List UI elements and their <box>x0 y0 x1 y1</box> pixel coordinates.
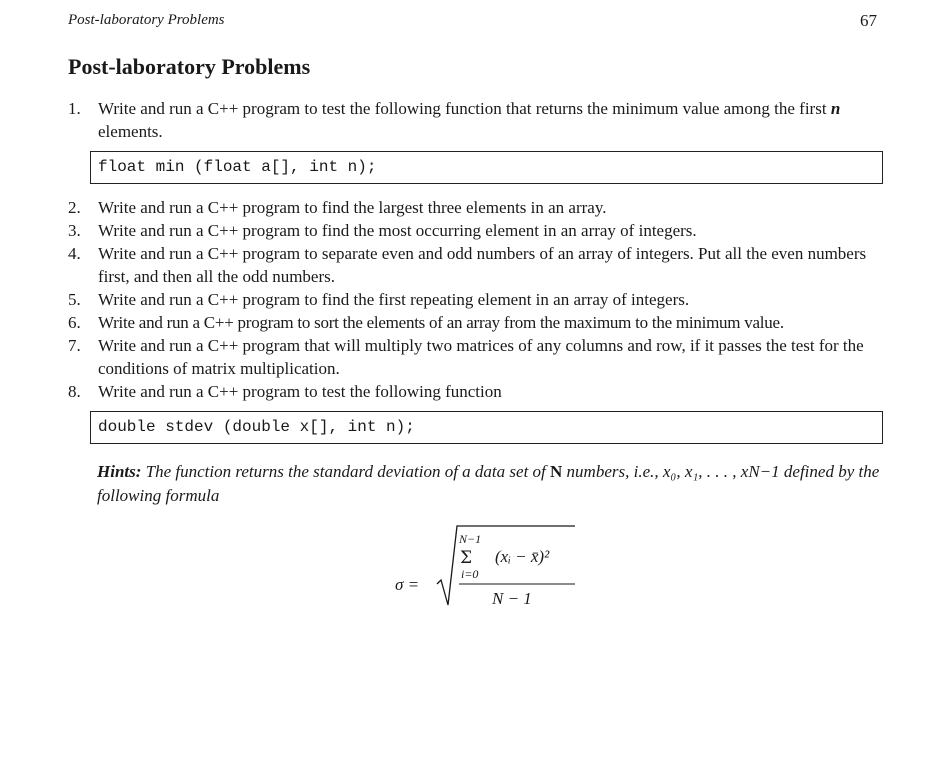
formula-sigma: σ = <box>395 575 420 594</box>
problem-item-4 <box>68 242 883 288</box>
problem-text: Write and run a C++ program to find the most occurring element in an array of integers. <box>98 221 697 240</box>
code-item-min <box>68 151 883 184</box>
problem-number: 8. <box>68 382 81 401</box>
problem-text-end: elements. <box>98 122 163 141</box>
hint-text: The function returns the standard deviation of a data set of <box>141 462 551 481</box>
hint-sequence: x₀, x₁, . . . , xN−1 <box>662 462 780 481</box>
page-number: 67 <box>860 11 877 30</box>
problem-text: Write and run a C++ program that will multiply two matrices of any columns and row, if it passes the test for the conditions of matrix multiplication. <box>98 336 864 378</box>
problem-number: 2. <box>68 198 81 217</box>
formula-sum-upper: N−1 <box>459 532 482 546</box>
hint-text-2: numbers, i.e., <box>562 462 663 481</box>
hint-text-3: defined by the following formula <box>97 462 880 505</box>
problem-item-2 <box>68 196 883 219</box>
problem-text: Write and run a C++ program to test the following function that returns the minimum value among the first <box>98 99 831 118</box>
code-box-stdev: double stdev (double x[], int n); <box>90 411 883 444</box>
problem-number: 7. <box>68 336 81 355</box>
problem-text: Write and run a C++ program to separate even and odd numbers of an array of integers. Put all the even numbers first, and then all the odd numbers. <box>98 244 867 286</box>
code-box-min: float min (float a[], int n); <box>90 151 883 184</box>
std-dev-formula <box>395 520 595 615</box>
problem-text: Write and run a C++ program to find the largest three elements in an array. <box>98 198 607 217</box>
problem-item-6 <box>68 311 883 334</box>
formula-summand: (xᵢ − x̄)² <box>495 547 550 566</box>
formula-denominator: N − 1 <box>492 589 532 608</box>
hint-label: Hints: <box>97 462 142 481</box>
problem-item-5 <box>68 288 883 311</box>
running-head: Post-laboratory Problems <box>68 12 225 28</box>
hint-paragraph <box>97 460 883 508</box>
problem-item-3 <box>68 219 883 242</box>
problem-number: 5. <box>68 290 81 309</box>
problem-emphasis-n: n <box>830 99 841 118</box>
problem-list <box>68 97 883 444</box>
problem-text: Write and run a C++ program to find the first repeating element in an array of integers. <box>98 290 690 309</box>
formula-sum-lower: i=0 <box>461 567 479 581</box>
code-item-stdev <box>68 411 883 444</box>
problem-text: Write and run a C++ program to test the following function <box>98 382 502 401</box>
hint-n: N <box>550 462 563 481</box>
problem-item-8 <box>68 380 883 403</box>
problem-number: 4. <box>68 244 81 263</box>
problem-number: 3. <box>68 221 81 240</box>
problem-item-7 <box>68 334 883 380</box>
formula-sum-symbol: Σ <box>460 548 473 568</box>
problem-number: 1. <box>68 99 81 118</box>
section-title: Post-laboratory Problems <box>68 54 311 79</box>
problem-number: 6. <box>68 313 81 332</box>
problem-item-1 <box>68 97 883 143</box>
problem-text: Write and run a C++ program to sort the elements of an array from the maximum to the minimum value. <box>98 313 784 332</box>
